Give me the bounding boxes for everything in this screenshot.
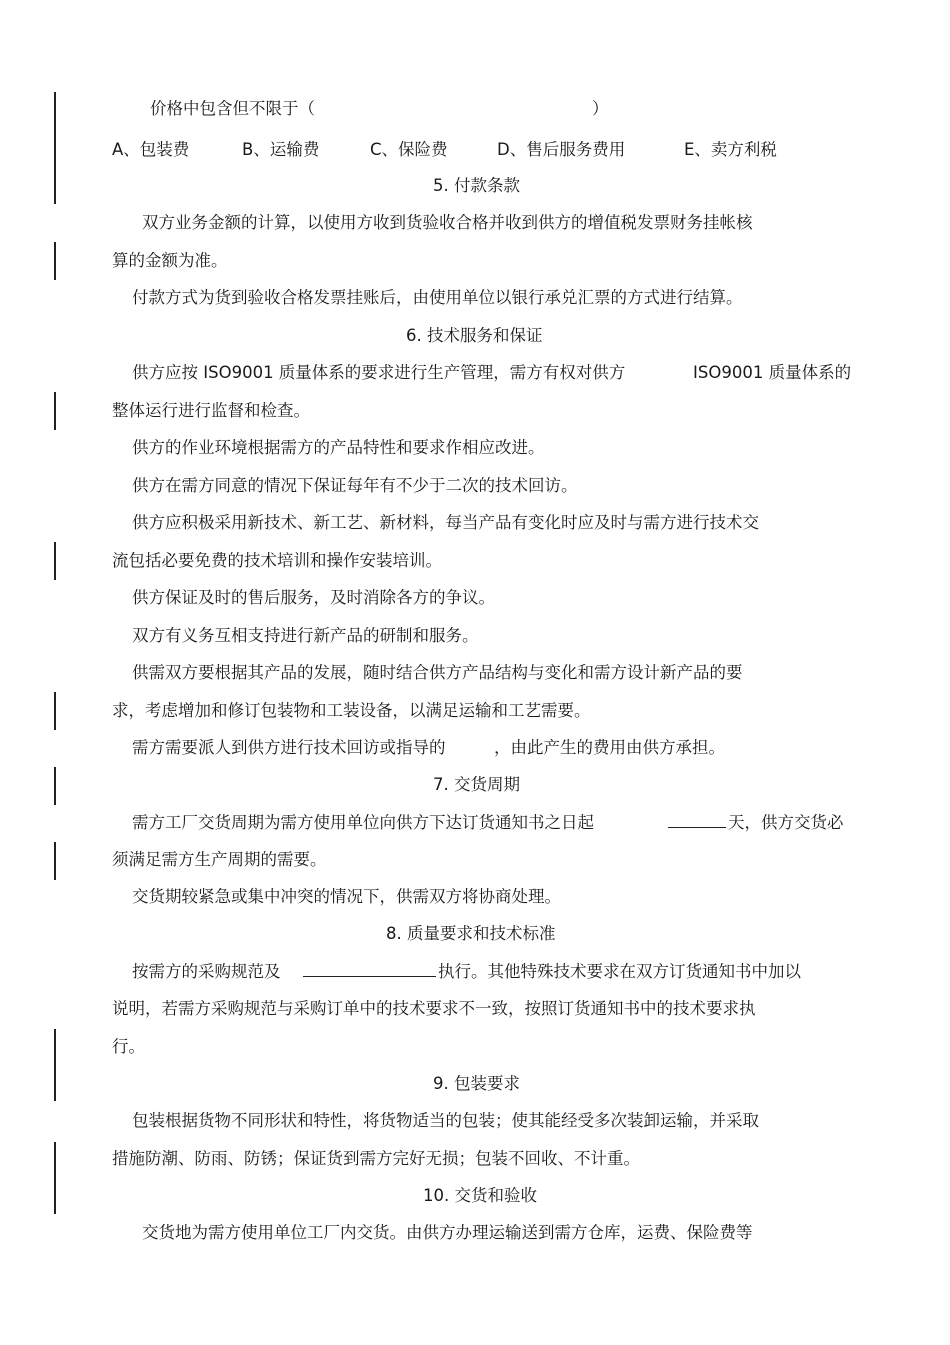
margin-bar [54,92,56,204]
section-heading-7: 7. 交货周期 [433,775,520,794]
margin-bar [54,767,56,805]
paragraph-line: 交货期较紧急或集中冲突的情况下，供需双方将协商处理。 [132,887,561,906]
margin-bar [54,1142,56,1214]
margin-bar [54,692,56,730]
margin-bar [54,1029,56,1101]
price-question-line [150,98,315,120]
paragraph-line: 双方业务金额的计算，以使用方收到货验收合格并收到供方的增值税发票财务挂帐核 [142,213,753,232]
paragraph-line: 供需双方要根据其产品的发展，随时结合供方产品结构与变化和需方设计新产品的要 [132,663,743,682]
delivery-days-blank [668,812,726,834]
price-option-c: C、保险费 [370,140,448,159]
paragraph-line: 说明，若需方采购规范与采购订单中的技术要求不一致，按照订货通知书中的技术要求执 [112,999,756,1018]
section-heading-8: 8. 质量要求和技术标准 [386,924,556,943]
price-option-e: E、卖方利税 [684,140,777,159]
paragraph-line: 行。 [112,1037,145,1056]
paragraph-line: 整体运行进行监督和检查。 [112,401,310,420]
price-option-d: D、售后服务费用 [497,140,626,159]
paragraph-line: ，由此产生的费用由供方承担。 [494,738,725,757]
paragraph-line: 供方的作业环境根据需方的产品特性和要求作相应改进。 [132,438,545,457]
price-question-close: ） [592,99,609,118]
paragraph-line: 措施防潮、防雨、防锈；保证货到需方完好无损；包装不回收、不计重。 [112,1149,640,1168]
price-option-b: B、运输费 [242,140,320,159]
margin-bar [54,542,56,580]
price-question-text: 价格中包含但不限于（ [150,99,315,118]
paragraph-line: 供方保证及时的售后服务，及时消除各方的争议。 [132,588,495,607]
paragraph-line: 须满足需方生产周期的需要。 [112,850,327,869]
section-heading-10: 10. 交货和验收 [423,1186,537,1205]
section-heading-9: 9. 包装要求 [433,1074,520,1093]
paragraph-line: 包装根据货物不同形状和特性，将货物适当的包装；使其能经受多次装卸运输，并采取 [132,1111,759,1130]
margin-bar [54,242,56,280]
paragraph-line: 供方在需方同意的情况下保证每年有不少于二次的技术回访。 [132,476,578,495]
paragraph-line: 交货地为需方使用单位工厂内交货。由供方办理运输送到需方仓库，运费、保险费等 [142,1223,753,1242]
section-heading-6: 6. 技术服务和保证 [406,326,543,345]
margin-bar [54,392,56,430]
standard-blank [303,961,436,983]
paragraph-line: 付款方式为货到验收合格发票挂账后，由使用单位以银行承兑汇票的方式进行结算。 [132,288,743,307]
paragraph-line: 需方需要派人到供方进行技术回访或指导的 [132,738,446,757]
paragraph-line: 需方工厂交货周期为需方使用单位向供方下达订货通知书之日起 [132,813,594,832]
paragraph-line: 流包括必要免费的技术培训和操作安装培训。 [112,551,442,570]
paragraph-line: 供方应积极采用新技术、新工艺、新材料，每当产品有变化时应及时与需方进行技术交 [132,513,759,532]
paragraph-line: 执行。其他特殊技术要求在双方订货通知书中加以 [438,962,801,981]
paragraph-line: ISO9001 质量体系的 [693,363,852,382]
margin-bar [54,842,56,880]
section-heading-5: 5. 付款条款 [433,176,520,195]
paragraph-line: 算的金额为准。 [112,251,228,270]
paragraph-line: 天，供方交货必 [728,813,844,832]
paragraph-line: 供方应按 ISO9001 质量体系的要求进行生产管理，需方有权对供方 [132,363,626,382]
paragraph-line: 双方有义务互相支持进行新产品的研制和服务。 [132,626,479,645]
paragraph-line: 求，考虑增加和修订包装物和工装设备，以满足运输和工艺需要。 [112,701,591,720]
paragraph-line: 按需方的采购规范及 [132,962,281,981]
price-option-a: A、包装费 [112,140,190,159]
